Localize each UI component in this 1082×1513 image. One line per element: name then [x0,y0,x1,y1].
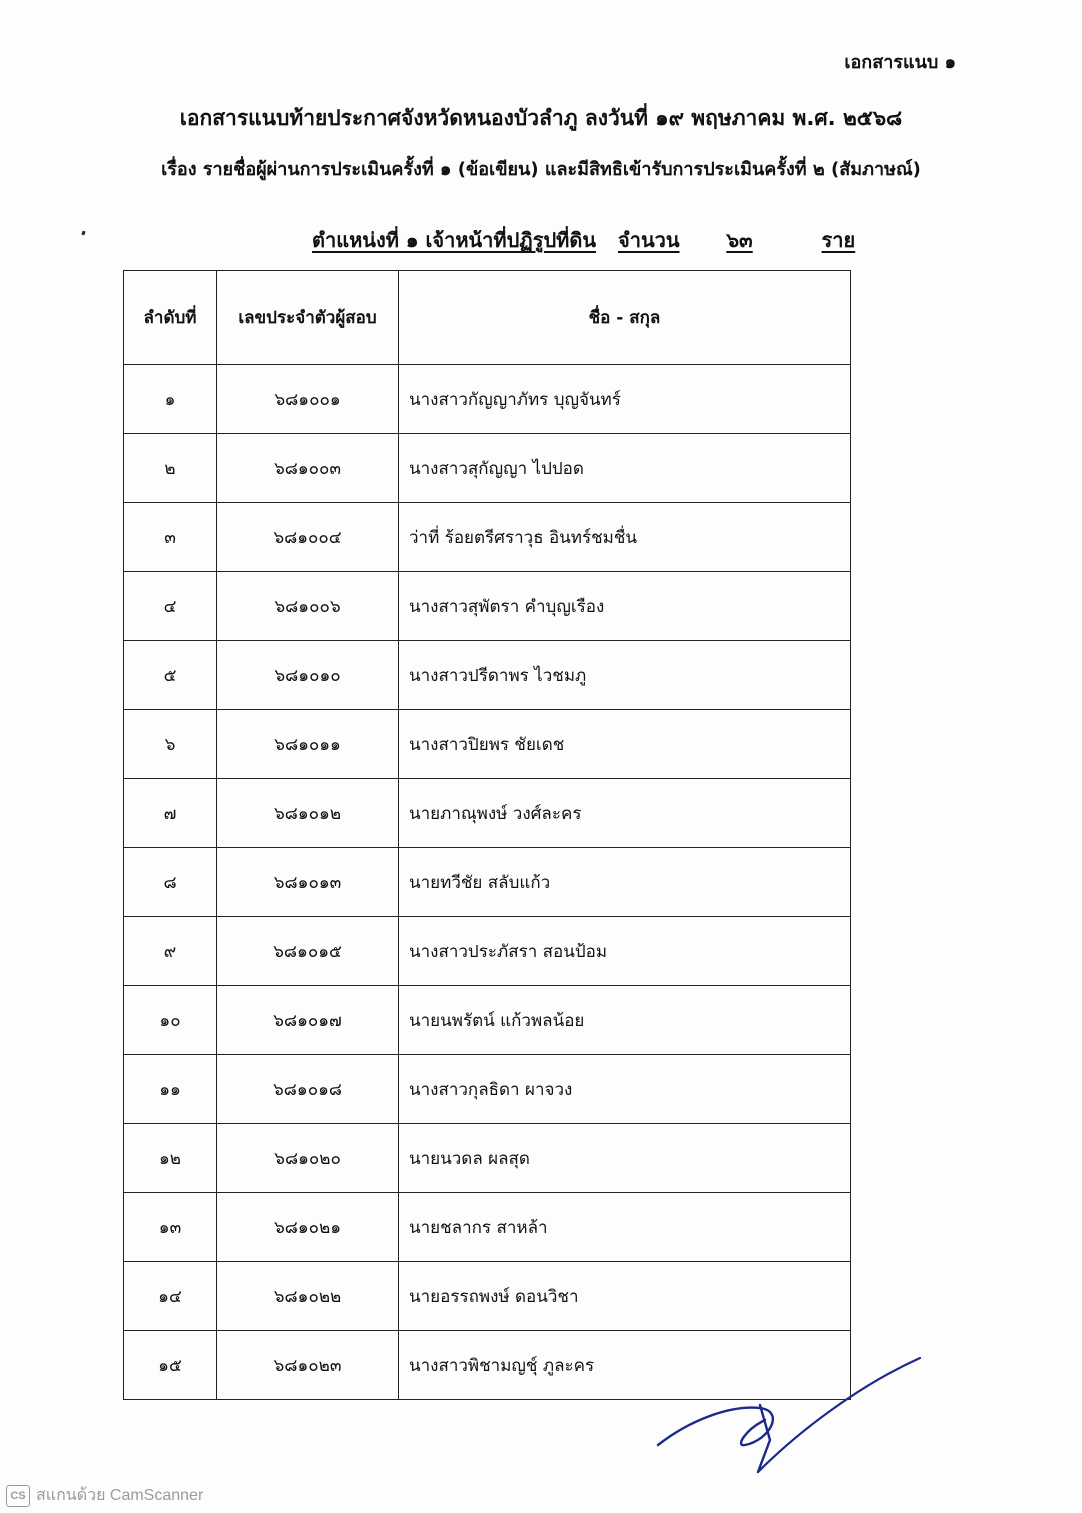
cell-full-name: นายทวีชัย สลับแก้ว [399,848,851,917]
count-value: ๖๓ [726,228,753,252]
position-label: ตำแหน่งที่ ๑ เจ้าหน้าที่ปฏิรูปที่ดิน [312,228,596,252]
header-exam-id: เลขประจำตัวผู้สอบ [217,271,399,365]
cell-full-name: นายอรรถพงษ์ ดอนวิชา [399,1262,851,1331]
cell-exam-id: ๖๘๑๐๒๒ [217,1262,399,1331]
table-row [124,1124,851,1193]
cell-order: ๙ [124,917,217,986]
table-row [124,365,851,434]
header-order: ลำดับที่ [124,271,217,365]
cell-order: ๑๕ [124,1331,217,1400]
cell-full-name: นางสาวกุลธิดา ผาจวง [399,1055,851,1124]
table-row [124,503,851,572]
camscanner-logo-icon: CS [6,1485,30,1507]
cell-exam-id: ๖๘๑๐๐๔ [217,503,399,572]
cell-order: ๑๒ [124,1124,217,1193]
cell-exam-id: ๖๘๑๐๒๐ [217,1124,399,1193]
cell-order: ๘ [124,848,217,917]
position-heading [312,224,855,256]
header-full-name: ชื่อ - สกุล [399,271,851,365]
cell-order: ๑ [124,365,217,434]
cell-exam-id: ๖๘๑๐๑๓ [217,848,399,917]
handwritten-signature [650,1350,930,1480]
cell-exam-id: ๖๘๑๐๑๗ [217,986,399,1055]
cell-full-name: นายนพรัตน์ แก้วพลน้อย [399,986,851,1055]
cell-full-name: นายชลากร สาหล้า [399,1193,851,1262]
table-row [124,1262,851,1331]
cell-full-name: นางสาวปรีดาพร ไวชมภู [399,641,851,710]
count-label: จำนวน [618,228,680,252]
camscanner-watermark [6,1483,203,1508]
scan-speck [81,231,85,236]
announcement-title: เอกสารแนบท้ายประกาศจังหวัดหนองบัวลำภู ลงวันที่ ๑๙ พฤษภาคม พ.ศ. ๒๕๖๘ [179,106,903,130]
cell-order: ๒ [124,434,217,503]
cell-full-name: นางสาวสุพัตรา คำบุญเรือง [399,572,851,641]
cell-exam-id: ๖๘๑๐๐๓ [217,434,399,503]
table-row [124,986,851,1055]
cell-full-name: นางสาวปิยพร ชัยเดช [399,710,851,779]
camscanner-text: สแกนด้วย CamScanner [36,1487,204,1504]
candidate-table [123,270,851,1400]
table-header-row [124,271,851,365]
cell-full-name: นายนวดล ผลสุด [399,1124,851,1193]
cell-exam-id: ๖๘๑๐๒๓ [217,1331,399,1400]
cell-full-name: นางสาวกัญญาภัทร บุญจันทร์ [399,365,851,434]
cell-order: ๓ [124,503,217,572]
table-row [124,1055,851,1124]
table-row [124,572,851,641]
cell-exam-id: ๖๘๑๐๒๑ [217,1193,399,1262]
cell-exam-id: ๖๘๑๐๑๑ [217,710,399,779]
cell-order: ๑๓ [124,1193,217,1262]
cell-order: ๑๑ [124,1055,217,1124]
table-row [124,779,851,848]
cell-order: ๑๐ [124,986,217,1055]
announcement-subject: เรื่อง รายชื่อผู้ผ่านการประเมินครั้งที่ ๑ (ข้อเขียน) และมีสิทธิเข้ารับการประเมินครั้งที่ ๒ (สัมภาษณ์) [161,159,921,180]
cell-order: ๖ [124,710,217,779]
cell-exam-id: ๖๘๑๐๑๒ [217,779,399,848]
cell-exam-id: ๖๘๑๐๑๐ [217,641,399,710]
cell-full-name: ว่าที่ ร้อยตรีศราวุธ อินทร์ชมชื่น [399,503,851,572]
cell-order: ๕ [124,641,217,710]
cell-exam-id: ๖๘๑๐๐๑ [217,365,399,434]
table-row [124,434,851,503]
cell-exam-id: ๖๘๑๐๑๘ [217,1055,399,1124]
table-row [124,848,851,917]
cell-full-name: นางสาวสุกัญญา ไปปอด [399,434,851,503]
cell-full-name: นายภาณุพงษ์ วงศ์ละคร [399,779,851,848]
cell-order: ๑๔ [124,1262,217,1331]
table-row [124,917,851,986]
cell-full-name: นางสาวประภัสรา สอนป้อม [399,917,851,986]
cell-exam-id: ๖๘๑๐๑๕ [217,917,399,986]
table-row [124,710,851,779]
count-unit: ราย [821,228,856,252]
table-row [124,641,851,710]
cell-order: ๗ [124,779,217,848]
cell-order: ๔ [124,572,217,641]
cell-full-name: นางสาวพิชามญชุ์ ภูละคร [399,1331,851,1400]
table-row [124,1193,851,1262]
cell-exam-id: ๖๘๑๐๐๖ [217,572,399,641]
attachment-label: เอกสารแนบ ๑ [844,52,956,73]
